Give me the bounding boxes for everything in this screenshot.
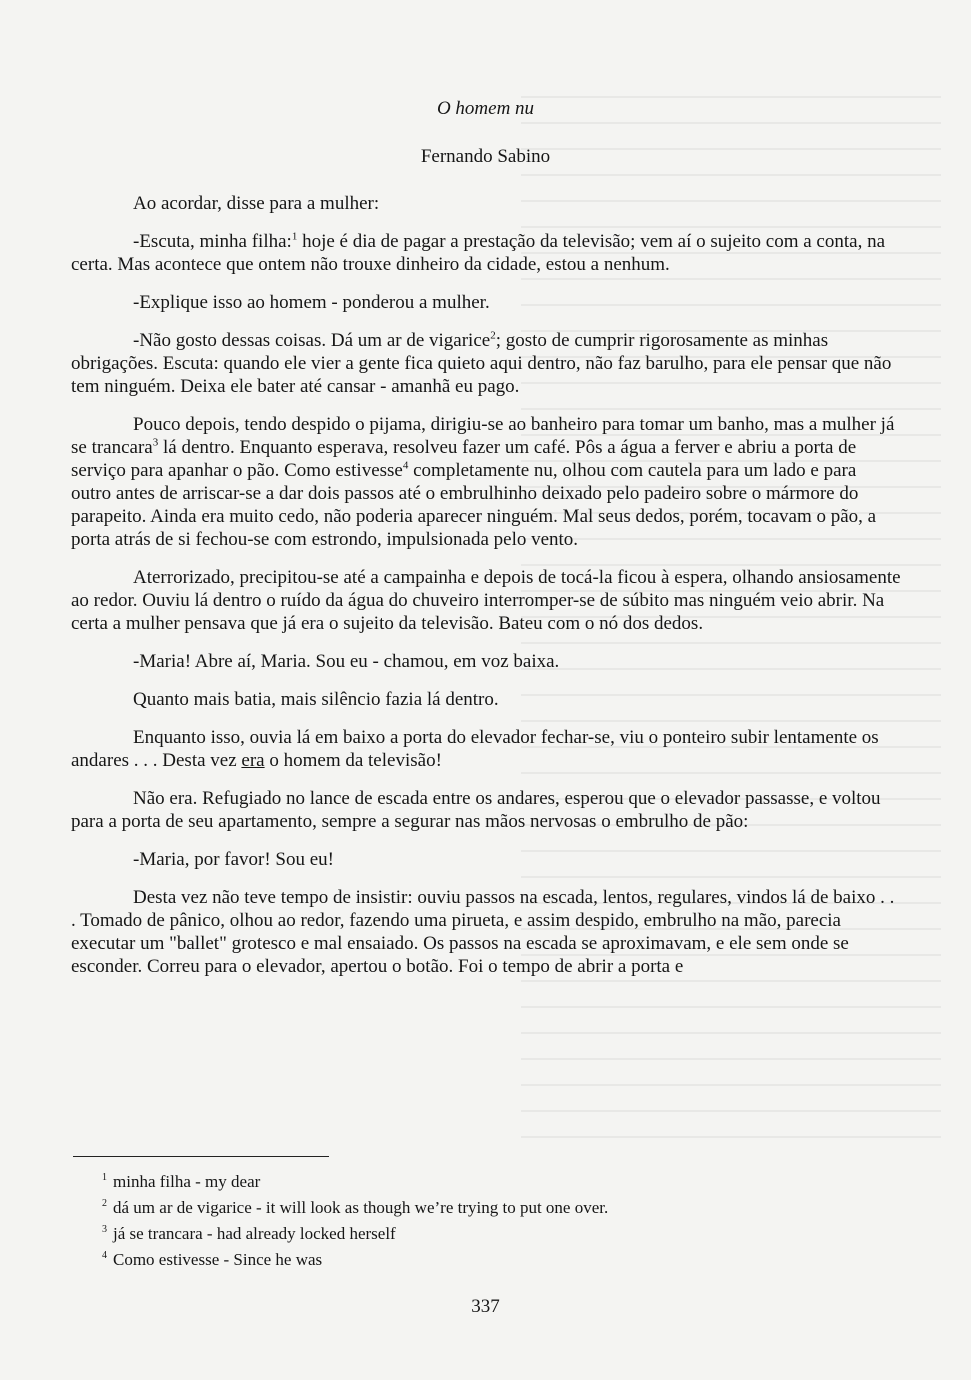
footnote-text: Como estivesse - Since he was xyxy=(113,1250,323,1269)
text-run: -Maria, por favor! Sou eu! xyxy=(133,849,335,870)
footnote-number: 3 xyxy=(102,1224,107,1236)
text-run: -Explique isso ao homem - ponderou a mulher. xyxy=(133,292,490,313)
footnote-text: já se trancara - had already locked herself xyxy=(113,1224,396,1243)
footnote-ref: 3 xyxy=(152,436,159,449)
text-run: Aterrorizado, precipitou-se até a campainha e depois de tocá-la ficou à espera, olhando ansiosamente ao redor. Ouviu lá dentro o ruído da água do chuveiro interromper-se de súbito mas ninguém veio abrir. Na certa a mulher pensava que já era o sujeito da televisão. Bateu com o nó dos dedos. xyxy=(71,567,901,634)
text-run: Quanto mais batia, mais silêncio fazia lá dentro. xyxy=(133,689,499,710)
paragraph xyxy=(71,886,901,978)
text-run: ; gosto de cumprir rigorosamente as minhas obrigações. Escuta: quando ele vier a gente fica quieto aqui dentro, não faz barulho, para ele pensar que não tem ninguém. Deixa ele bater até cansar - amanhã eu pago. xyxy=(71,330,892,397)
page-number: 337 xyxy=(471,1296,500,1317)
footnotes xyxy=(102,1169,608,1273)
paragraph xyxy=(71,192,901,215)
author-name: Fernando Sabino xyxy=(420,146,551,167)
footnote-ref: 4 xyxy=(402,459,409,472)
text-run: hoje é dia de pagar a prestação da televisão; vem aí o sujeito com a conta, na certa. Mas acontece que ontem não trouxe dinheiro da cidade, estou a nenhum. xyxy=(71,231,886,275)
story-title: O homem nu xyxy=(436,98,535,119)
footnote-text: dá um ar de vigarice - it will look as though we’re trying to put one over. xyxy=(113,1198,609,1217)
footnote xyxy=(102,1247,608,1273)
footnote-text: minha filha - my dear xyxy=(113,1172,261,1191)
text-run: -Escuta, minha filha: xyxy=(133,231,292,252)
footnote xyxy=(102,1221,608,1247)
paragraph xyxy=(71,787,901,833)
footnote xyxy=(102,1169,608,1195)
paragraph xyxy=(71,291,901,314)
text-run: Pouco depois, tendo despido o pijama, dirigiu-se ao banheiro para tomar um banho, mas a mulher já se trancara xyxy=(71,414,895,458)
text-run: -Maria! Abre aí, Maria. Sou eu - chamou, em voz baixa. xyxy=(133,651,560,672)
underlined-word: era xyxy=(241,750,265,771)
footnote-ref: 2 xyxy=(490,329,496,342)
text-run: o homem da televisão! xyxy=(264,750,442,771)
text-run: -Não gosto dessas coisas. Dá um ar de vigarice xyxy=(133,330,491,351)
paragraph xyxy=(71,650,901,673)
paragraph xyxy=(71,413,901,551)
text-run: Enquanto isso, ouvia lá em baixo a porta do elevador fechar-se, viu o ponteiro subir lentamente os andares . . . Desta vez xyxy=(71,727,879,771)
footnote-number: 2 xyxy=(102,1198,107,1210)
paragraph xyxy=(71,848,901,871)
text-run: completamente nu, olhou com cautela para um lado e para outro antes de arriscar-se a dar dois passos até o embrulhinho deixado pelo padeiro sobre o mármore do parapeito. Ainda era muito cedo, não poderia aparecer ninguém. Mal seus dedos, porém, tocavam o pão, a porta atrás de si fechou-se com estrondo, impulsionada pelo vento. xyxy=(71,460,877,550)
text-run: Não era. Refugiado no lance de escada entre os andares, esperou que o elevador passasse, e voltou para a porta de seu apartamento, sempre a segurar nas mãos nervosas o embrulho de pão: xyxy=(71,788,881,832)
footnote-ref: 1 xyxy=(291,230,298,243)
footnote-number: 1 xyxy=(102,1172,107,1184)
paragraph xyxy=(71,726,901,772)
story-body xyxy=(71,192,901,993)
paragraph xyxy=(71,230,901,276)
footnote-separator xyxy=(73,1156,329,1157)
text-run: Ao acordar, disse para a mulher: xyxy=(133,193,380,214)
footnote xyxy=(102,1195,608,1221)
paragraph xyxy=(71,566,901,635)
paragraph xyxy=(71,329,901,398)
footnote-number: 4 xyxy=(102,1250,107,1262)
text-run: Desta vez não teve tempo de insistir: ouviu passos na escada, lentos, regulares, vindos lá de baixo . . . Tomado de pânico, olhou ao redor, fazendo uma pirueta, e assim despido, embrulho na mão, parecia executar um "ballet" grotesco e mal ensaiado. Os passos na escada se aproximavam, e ele sem onde se esconder. Correu para o elevador, apertou o botão. Foi o tempo de abrir a porta e xyxy=(71,887,895,977)
paragraph xyxy=(71,688,901,711)
text-run: lá dentro. Enquanto esperava, resolveu fazer um café. Pôs a água a ferver e abriu a porta de serviço para apanhar o pão. Como estivesse xyxy=(71,437,857,481)
